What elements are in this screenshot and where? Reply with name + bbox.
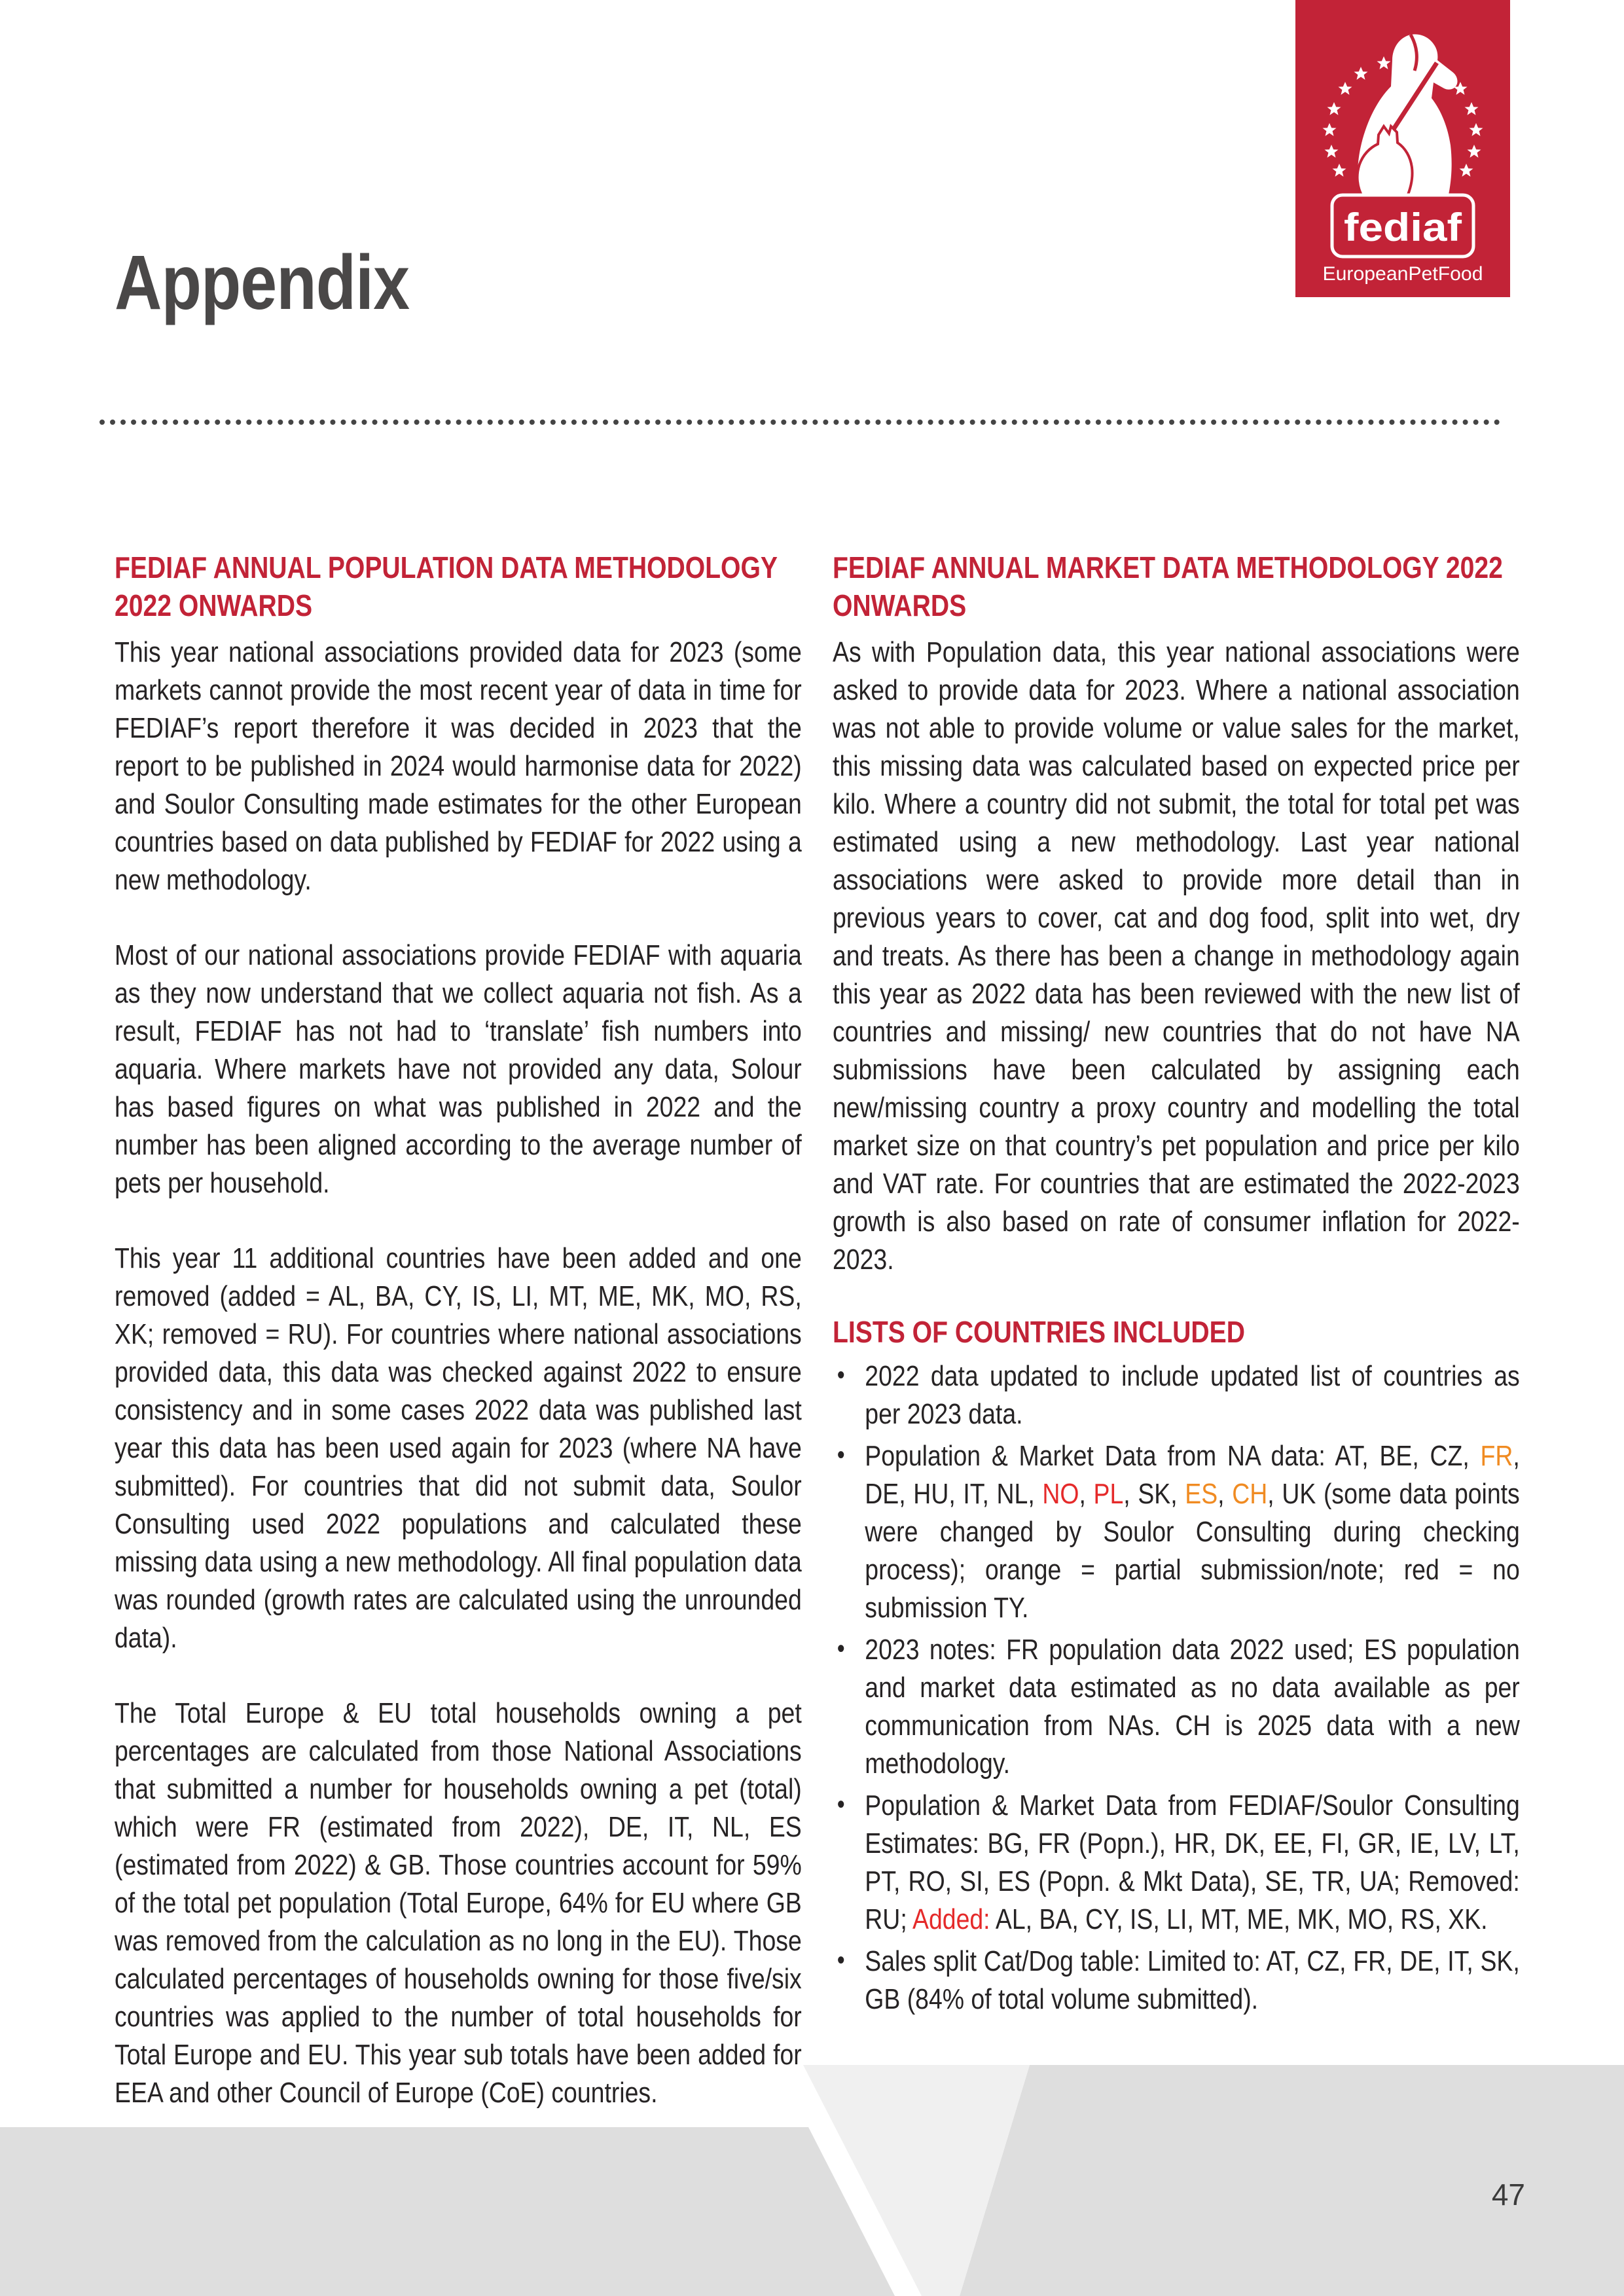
text-segment: , DE, HU, IT, NL, xyxy=(865,1440,1520,1510)
page-title: Appendix xyxy=(115,240,410,326)
fediaf-logo xyxy=(1295,0,1510,297)
text-segment: Population & Market Data from FEDIAF/Soulor Consulting Estimates: BG, FR (Popn.), HR, DK, EE, FI, GR, IE, LV, LT, PT, RO, SI, ES (Popn. & Mkt Data), SE, TR, UA; Removed: RU; xyxy=(865,1789,1520,1935)
paragraph: This year national associations provided data for 2023 (some markets cannot provide the most recent year of data in time for FEDIAF’s report therefore it was decided in 2023 that the report to be published in 2024 would harmonise data for 2022) and Soulor Consulting made estimates for the other European countries based on data published by FEDIAF for 2022 using a new methodology. xyxy=(115,636,802,896)
text-segment: , UK (some data points were changed by Soulor Consulting during checking process); orange = partial submission/note; red = no submission TY. xyxy=(865,1478,1520,1624)
countries-list xyxy=(833,1357,1520,2018)
dotted-separator xyxy=(99,420,1500,425)
list-item xyxy=(833,1787,1520,1939)
paragraph: As with Population data, this year national associations were asked to provide data for 2023. Where a national association was not able to provide volume or value sales for the market, this missing data was calculated based on expected price per kilo. Where a country did not submit, the total for total pet was estimated using a new methodology. Last year national associations were asked to provide more detail than in previous years to cover, cat and dog food, split into wet, dry and treats. As there has been a change in methodology again this year as 2022 data has been reviewed with the new list of countries and missing/ new countries that do not have NA submissions have been calculated by assigning each new/missing country a proxy country and modelling the total market size on that country’s pet population and price per kilo and VAT rate. For countries that are estimated the 2022-2023 growth is also based on rate of consumer inflation for 2022-2023. xyxy=(833,636,1520,1276)
paragraph: This year 11 additional countries have been added and one removed (added = AL, BA, CY, IS, LI, MT, ME, MK, MO, RS, XK; removed = RU). For countries where national associations provided data, this data was checked against 2022 to ensure consistency and in some cases 2022 data was published last year this data has been used again for 2023 (where NA have submitted). For countries that did not submit data, Soulor Consulting used 2022 populations and calculated these missing data using a new methodology. All final population data was rounded (growth rates are calculated using the unrounded data). xyxy=(115,1242,802,1654)
text-segment: , SK, xyxy=(1123,1478,1185,1510)
brand-tagline: EuropeanPetFood xyxy=(1322,263,1483,285)
left-column xyxy=(115,548,802,2149)
bottom-decoration xyxy=(0,2060,1624,2296)
text-segment: CH xyxy=(1232,1478,1268,1510)
right-column xyxy=(833,548,1520,2022)
paragraph: Most of our national associations provide FEDIAF with aquaria as they now understand that we collect aquaria not fish. As a result, FEDIAF has not had to ‘translate’ fish numbers into aquaria. Where markets have not provided any data, Solour has based figures on what was published in 2022 and the number has been aligned according to the average number of pets per household. xyxy=(115,939,802,1199)
page-number: 47 xyxy=(1491,2178,1525,2212)
text-segment: 2023 notes: FR population data 2022 used; ES population and market data estimated as no data available as per communication from NAs. CH is 2025 data with a new methodology. xyxy=(865,1634,1520,1780)
text-segment: Population & Market Data from NA data: AT, BE, CZ, xyxy=(865,1440,1481,1472)
text-segment: PL xyxy=(1093,1478,1124,1510)
text-segment: AL, BA, CY, IS, LI, MT, ME, MK, MO, RS, XK. xyxy=(990,1903,1488,1935)
paragraph: The Total Europe & EU total households owning a pet percentages are calculated from those National Associations that submitted a number for households owning a pet (total) which were FR (estimated from 2022), DE, IT, NL, ES (estimated from 2022) & GB. Those countries account for 59% of the total pet population (Total Europe, 64% for EU where GB was removed from the calculation as no long in the EU). Those calculated percentages of households owning for those five/six countries was applied to the number of total households for Total Europe and EU. This year sub totals have been added for EEA and other Council of Europe (CoE) countries. xyxy=(115,1697,802,2109)
left-gray-band xyxy=(0,2127,895,2296)
brand-wordmark: fediaf xyxy=(1344,206,1463,249)
fediaf-logo-graphic xyxy=(1295,0,1510,297)
population-methodology-heading: FEDIAF ANNUAL POPULATION DATA METHODOLOGY 2022 ONWARDS xyxy=(115,550,778,622)
countries-included-heading: LISTS OF COUNTRIES INCLUDED xyxy=(833,1315,1245,1349)
text-segment: NO xyxy=(1042,1478,1079,1510)
text-segment: Added: xyxy=(912,1903,990,1935)
text-segment: FR xyxy=(1480,1440,1513,1472)
list-item xyxy=(833,1357,1520,1433)
text-segment: ES xyxy=(1185,1478,1218,1510)
list-item xyxy=(833,1437,1520,1627)
market-methodology-heading: FEDIAF ANNUAL MARKET DATA METHODOLOGY 2022 ONWARDS xyxy=(833,550,1503,622)
text-segment: 2022 data updated to include updated list of countries as per 2023 data. xyxy=(865,1360,1520,1430)
list-item xyxy=(833,1631,1520,1783)
text-segment: , xyxy=(1079,1478,1094,1510)
text-segment: , xyxy=(1218,1478,1233,1510)
list-item xyxy=(833,1943,1520,2018)
text-segment: Sales split Cat/Dog table: Limited to: AT, CZ, FR, DE, IT, SK, GB (84% of total volume submitted). xyxy=(865,1945,1520,2015)
